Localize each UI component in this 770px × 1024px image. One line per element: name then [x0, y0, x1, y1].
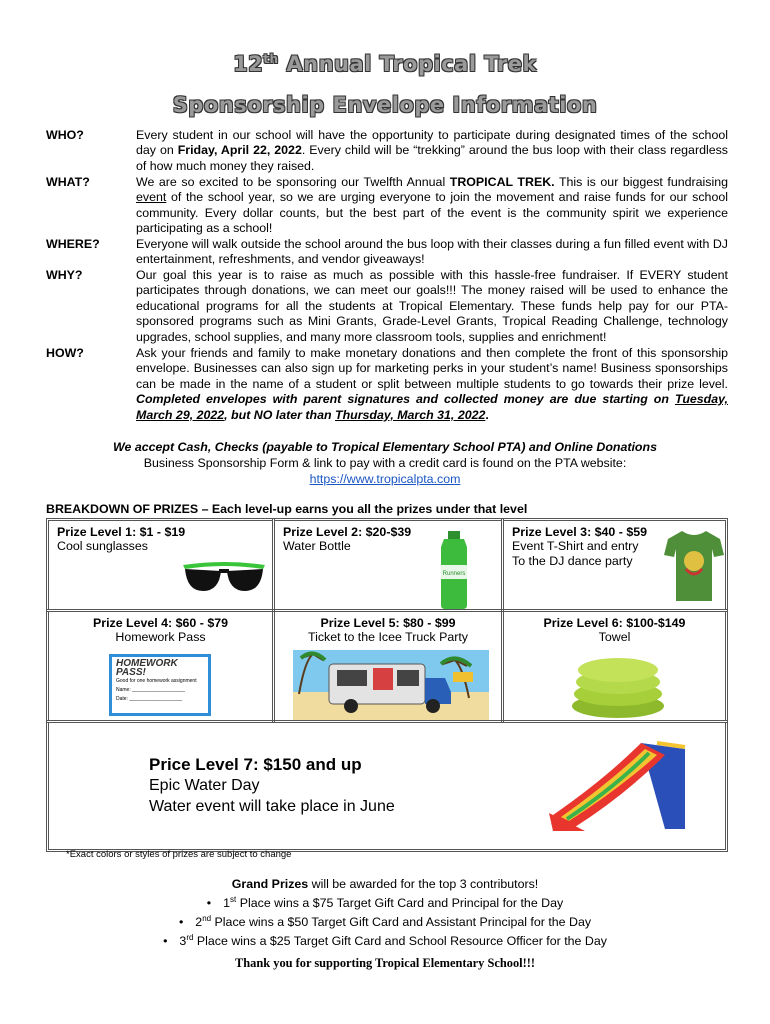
prize-level-name: Prize Level 6: $100-$149 — [543, 616, 686, 630]
what-text: We are so excited to be sponsoring our Twelfth Annual TROPICAL TREK. This is our biggest fundraising event of the school year, so we are urging everyone to join the movement and raise funds for our school community. Every dollar counts, but the best part of the event is the community spirit we experience participating as a school! — [136, 175, 729, 236]
pta-website-link[interactable]: https://www.tropicalpta.com — [309, 472, 461, 486]
prize-level-desc-2: Water event will take place in June — [149, 798, 395, 815]
prize-level-desc-2: To the DJ dance party — [512, 554, 633, 568]
prize-level-name: Price Level 7: $150 and up — [149, 755, 362, 774]
why-text: Our goal this year is to raise as much as possible with this hassle-free fundraiser. If EVERY student participates through donations, we can meet our goals!!! The money raised will be used to enhance the educational programs for all the students at Tropical Elementary. These funds help pay for our PTA-sponsored programs such as Mini Grants, Grade-Level Grants, Tropical Reading Challenge, technology upgrades, school supplies, and many more classroom tools, supplies and enrichment! — [136, 268, 728, 344]
prize-level-desc: Homework Pass — [115, 630, 206, 644]
what-label: WHAT? — [46, 175, 90, 189]
homework-pass-line: Name: ___________________ — [116, 687, 185, 693]
where-section — [46, 237, 728, 268]
prize-level-name: Prize Level 4: $60 - $79 — [92, 616, 228, 630]
grand-prizes-heading: Grand Prizes will be awarded for the top 3 contributors! — [231, 877, 539, 891]
prize-level-desc: Towel — [598, 630, 631, 644]
how-label: HOW? — [46, 346, 84, 360]
list-item: • 3rd Place wins a $25 Target Gift Card and School Resource Officer for the Day — [163, 933, 607, 949]
list-item: • 1st Place wins a $75 Target Gift Card and Principal for the Day — [206, 895, 564, 911]
prize-level-4 — [46, 609, 275, 723]
who-text: Every student in our school will have the opportunity to participate during designated times of the school day on Friday, April 22, 2022. Every child will be “trekking” around the bus loop with their class regardless of how much money they raised. — [136, 128, 728, 173]
prize-level-3 — [501, 518, 728, 612]
sunglasses-icon — [179, 557, 269, 599]
icee-truck-icon — [293, 650, 489, 720]
why-label: WHY? — [46, 268, 83, 282]
water-slide-icon — [545, 739, 691, 833]
prize-level-desc: Epic Water Day — [149, 777, 260, 794]
who-label: WHO? — [46, 128, 84, 142]
homework-pass-line: Date: ___________________ — [116, 696, 183, 702]
prize-level-2 — [272, 518, 504, 612]
how-text: Ask your friends and family to make monetary donations and then complete the front of this sponsorship envelope. Businesses can also sign up for marketing perks in your student’s name! Business sponsorships can be made in the name of a student or split between multiple students to go towards their prize level. Completed envelopes with parent signatures and collected money are due starting on Tuesday, March 29, 2022, but NO later than Thursday, March 31, 2022. — [136, 346, 728, 422]
homework-pass-icon — [109, 654, 211, 716]
what-section — [46, 175, 728, 237]
where-label: WHERE? — [46, 237, 100, 251]
why-section — [46, 268, 728, 345]
where-text: Everyone will walk outside the school around the bus loop with their classes during a fun filled event with DJ entertainment, refreshments, and vendor giveaways! — [136, 237, 728, 267]
prize-level-7 — [46, 720, 728, 852]
breakdown-heading: BREAKDOWN OF PRIZES – Each level-up earns you all the prizes under that level — [46, 502, 528, 516]
bottle-label: Runners — [442, 571, 466, 577]
prize-level-5 — [272, 609, 504, 723]
water-bottle-icon — [437, 531, 471, 609]
tshirt-icon — [664, 529, 724, 603]
thank-you-note: Thank you for supporting Tropical Elementary School!!! — [235, 956, 535, 970]
prize-level-1 — [46, 518, 275, 612]
prize-level-desc: Ticket to the Icee Truck Party — [308, 630, 468, 644]
prize-level-name: Prize Level 3: $40 - $59 — [512, 525, 648, 539]
who-section — [46, 128, 728, 174]
grand-prizes — [0, 876, 770, 949]
homework-pass-title: HOMEWORK PASS! — [116, 658, 178, 678]
prize-grid — [46, 518, 728, 852]
prize-disclaimer: *Exact colors or styles of prizes are subject to change — [66, 849, 292, 860]
pta-website-row — [0, 472, 770, 486]
prize-level-name: Prize Level 2: $20-$39 — [283, 525, 412, 539]
how-section — [46, 346, 728, 423]
payment-info: Business Sponsorship Form & link to pay with a credit card is found on the PTA website: — [143, 456, 627, 470]
payment-methods: We accept Cash, Checks (payable to Tropical Elementary School PTA) and Online Donations — [113, 440, 657, 454]
towel-icon — [570, 656, 666, 718]
prize-level-desc: Water Bottle — [283, 539, 351, 553]
prize-level-6 — [501, 609, 728, 723]
list-item: • 2nd Place wins a $50 Target Gift Card and Assistant Principal for the Day — [178, 914, 592, 930]
grand-prizes-list — [0, 892, 770, 949]
prize-level-name: Prize Level 1: $1 - $19 — [57, 525, 186, 539]
page-subtitle: Sponsorship Envelope Information — [172, 93, 598, 117]
prize-level-desc: Event T-Shirt and entry — [512, 539, 639, 553]
prize-level-desc: Cool sunglasses — [57, 539, 148, 553]
page-title: 12th Annual Tropical Trek — [233, 52, 537, 76]
prize-level-name: Prize Level 5: $80 - $99 — [320, 616, 456, 630]
homework-pass-line: Good for one homework assignment — [116, 678, 197, 684]
